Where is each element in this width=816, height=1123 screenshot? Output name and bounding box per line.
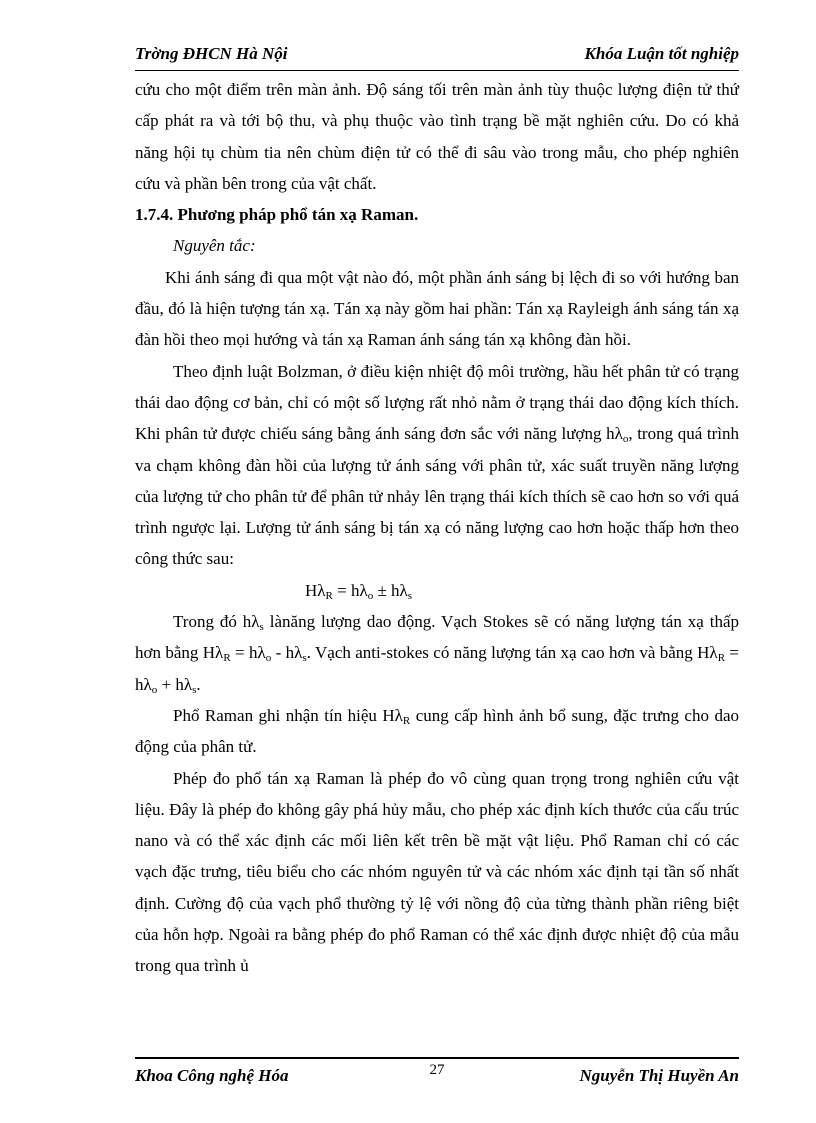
subscript-R: R xyxy=(402,714,411,727)
subscript-o: o xyxy=(265,652,272,665)
page-footer xyxy=(135,1057,739,1089)
text-span: Phổ Raman ghi nhận tín hiệu Hλ xyxy=(173,705,403,725)
paragraph-raman-signal xyxy=(135,700,739,763)
page-body xyxy=(135,74,739,982)
subscript-s: s xyxy=(302,652,307,665)
header-school: Trờng ĐHCN Hà Nội xyxy=(135,44,288,63)
subscript-R: R xyxy=(325,589,333,602)
header-thesis-title: Khóa Luận tốt nghiệp xyxy=(584,44,739,63)
text-span: Theo định luật Bolzman, ở điều kiện nhiệt độ môi trường, hầu hết phân tử có trạng thái dao động cơ bản, chỉ có một số lượng rất nhỏ nằm ở trạng thái dao động kích thích. Khi phân tử được chiếu sáng bằng ánh sáng đơn sắc với năng lượng hλ xyxy=(135,361,739,444)
text-span: . xyxy=(196,674,201,694)
paragraph-intro: cứu cho một điểm trên màn ảnh. Độ sáng tối trên màn ảnh tùy thuộc lượng điện tử thứ cấp phát ra và tới bộ thu, và phụ thuộc vào tình trạng bề mặt nghiên cứu. Do có khả năng hội tụ chùm tia nên chùm điện tử có thể đi sâu vào trong mẫu, cho phép nghiên cứu và phần bên trong của vật chất. xyxy=(135,80,739,193)
raman-formula xyxy=(135,575,739,606)
formula-part: ± hλ xyxy=(373,580,408,600)
subscript-o: o xyxy=(151,683,158,696)
subscript-R: R xyxy=(717,652,726,665)
page-header xyxy=(135,44,739,71)
formula-part: = hλ xyxy=(332,580,368,600)
section-heading: 1.7.4. Phương pháp phổ tán xạ Raman. xyxy=(135,205,419,225)
text-span: , trong quá trình va chạm không đàn hồi của lượng tử ánh sáng với phân tử, xác suất truyền năng lượng của lượng tử cho phân tử để phân tử nhảy lên trạng thái kích thích sẽ cao hơn so với quá trình ngược lại. Lượng tử ánh sáng bị tán xạ có năng lượng cao hơn hoặc thấp hơn theo công thức sau: xyxy=(135,424,739,569)
subscript-s: s xyxy=(407,589,413,602)
text-span: = hλ xyxy=(230,643,266,663)
paragraph-scattering: Khi ánh sáng đi qua một vật nào đó, một phần ánh sáng bị lệch đi so với hướng ban đầu, đó là hiện tượng tán xạ. Tán xạ này gồm hai phần: Tán xạ Rayleigh ánh sáng tán xạ đàn hồi theo mọi hướng và tán xạ Raman ánh sáng tán xạ không đàn hồi. xyxy=(135,267,739,350)
formula-part: Hλ xyxy=(305,580,326,600)
text-span: lànăng lượng dao động. Vạch Stokes sẽ có năng lượng tán xạ thấp hơn bằng Hλ xyxy=(135,612,739,663)
subscript-o: o xyxy=(622,433,629,446)
page-number: 27 xyxy=(429,1062,445,1078)
text-span: Trong đó hλ xyxy=(173,612,260,632)
principle-label: Nguyên tắc: xyxy=(173,236,256,256)
subscript-R: R xyxy=(223,652,231,665)
subscript-o: o xyxy=(367,589,374,602)
text-span: . Vạch anti-stokes có năng lượng tán xạ cao hơn và bằng Hλ xyxy=(306,643,718,663)
text-span: + hλ xyxy=(157,674,193,694)
subscript-s: s xyxy=(192,683,197,696)
text-span: - hλ xyxy=(271,643,303,663)
paragraph-bolzman xyxy=(135,356,739,575)
paragraph-stokes xyxy=(135,606,739,700)
text-span: cung cấp hình ảnh bổ sung, đặc trưng cho dao động của phân tử. xyxy=(135,705,739,757)
paragraph-raman-importance: Phép đo phổ tán xạ Raman là phép đo vô cùng quan trọng trong nghiên cứu vật liệu. Đây là phép đo không gây phá hủy mẫu, cho phép xác định kích thước của cấu trúc nano và có thể xác định các mối liên kết trên bề mặt vật liệu. Phổ Raman chỉ có các vạch đặc trưng, tiêu biểu cho các nhóm nguyên tử và các nhóm xác định tại tần số nhất định. Cường độ của vạch phổ thường tỷ lệ với nồng độ của từng thành phần riêng biệt của hỗn hợp. Ngoài ra bằng phép đo phổ Raman có thể xác định được nhiệt độ của mẫu trong qua trình ủ xyxy=(135,768,739,976)
footer-author: Nguyễn Thị Huyền An xyxy=(579,1066,739,1085)
subscript-s: s xyxy=(259,621,264,634)
text-span: = hλ xyxy=(135,643,739,694)
footer-faculty: Khoa Công nghệ Hóa xyxy=(135,1066,289,1085)
